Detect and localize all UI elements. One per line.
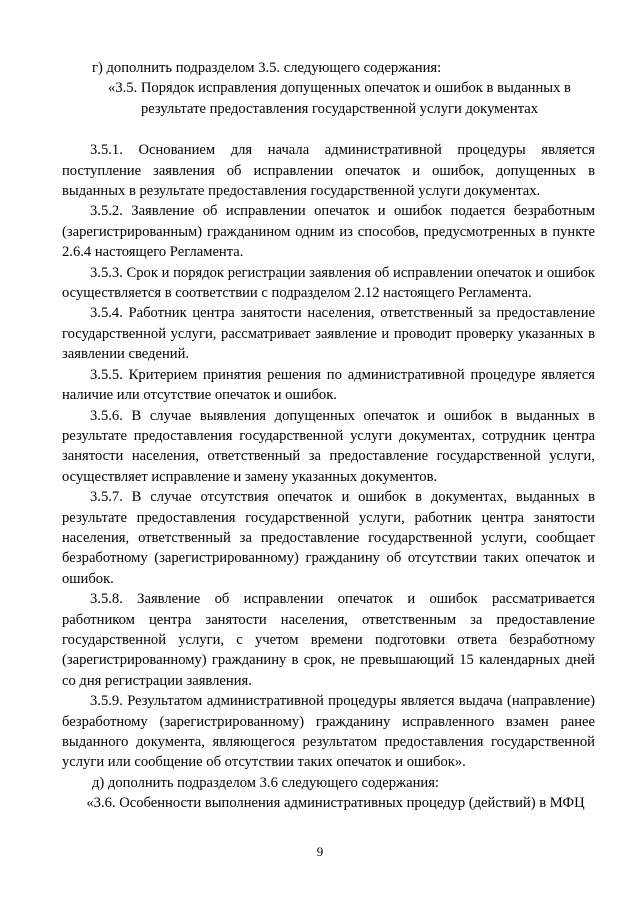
- paragraph-3-5-8: 3.5.8. Заявление об исправлении опечаток и ошибок рассматривается работником центра занятости населения, ответственным за предоставление государственной услуги, с учетом времени подготовки ответа безработному (зарегистрированному) гражданину в срок, не превышающий 15 календарных дней со дня регистрации заявления.: [62, 591, 595, 689]
- paragraph-3-5-7: 3.5.7. В случае отсутствия опечаток и ошибок в документах, выданных в результате предоставления государственной услуги, работник центра занятости населения, ответственный за предоставление государственной услуги, сообщает безработному (зарегистрированному) гражданину об отсутствии таких опечаток и ошибок.: [62, 489, 595, 587]
- paragraph-3-5-3: 3.5.3. Срок и порядок регистрации заявления об исправлении опечаток и ошибок осуществляется в соответствии с подразделом 2.12 настоящего Регламента.: [62, 264, 595, 302]
- document-body: [62, 58, 595, 814]
- page-number: 9: [316, 844, 324, 859]
- paragraph-3-5-6: 3.5.6. В случае выявления допущенных опечаток и ошибок в выданных в результате предоставления государственной услуги документах, сотрудник центра занятости населения, ответственный за предоставление государственной услуги, осуществляет исправление и замену указанных документов.: [62, 407, 595, 485]
- paragraph-3-5-9: 3.5.9. Результатом административной процедуры является выдача (направление) безработному (зарегистрированному) гражданину исправленного взамен ранее выданного документа, являющегося результатом предоставления государственной услуги или сообщение об отсутствии таких опечаток и ошибок».: [62, 693, 595, 771]
- paragraph-3-5-4: 3.5.4. Работник центра занятости населения, ответственный за предоставление государственной услуги, рассматривает заявление и проводит проверку указанных в заявлении сведений.: [62, 305, 595, 363]
- spacer: [62, 119, 595, 140]
- amendment-intro-d: д) дополнить подразделом 3.6 следующего содержания:: [92, 774, 439, 791]
- amendment-intro-g: г) дополнить подразделом 3.5. следующего содержания:: [92, 60, 442, 76]
- paragraph-3-5-5: 3.5.5. Критерием принятия решения по административной процедуре является наличие или отсутствие опечаток и ошибок.: [62, 366, 595, 404]
- section-heading-3-6: «3.6. Особенности выполнения административных процедур (действий) в МФЦ: [86, 795, 585, 812]
- paragraph-3-5-1: 3.5.1. Основанием для начала административной процедуры является поступление заявления об исправлении опечаток и ошибок, допущенных в выданных в результате предоставления государственной услуги документах.: [62, 142, 595, 200]
- paragraph-3-5-2: 3.5.2. Заявление об исправлении опечаток и ошибок подается безработным (зарегистрированным) гражданином одним из способов, предусмотренных в пункте 2.6.4 настоящего Регламента.: [62, 203, 595, 261]
- section-heading-3-5: «3.5. Порядок исправления допущенных опечаток и ошибок в выданных в результате предоставления государственной услуги документах: [108, 80, 571, 117]
